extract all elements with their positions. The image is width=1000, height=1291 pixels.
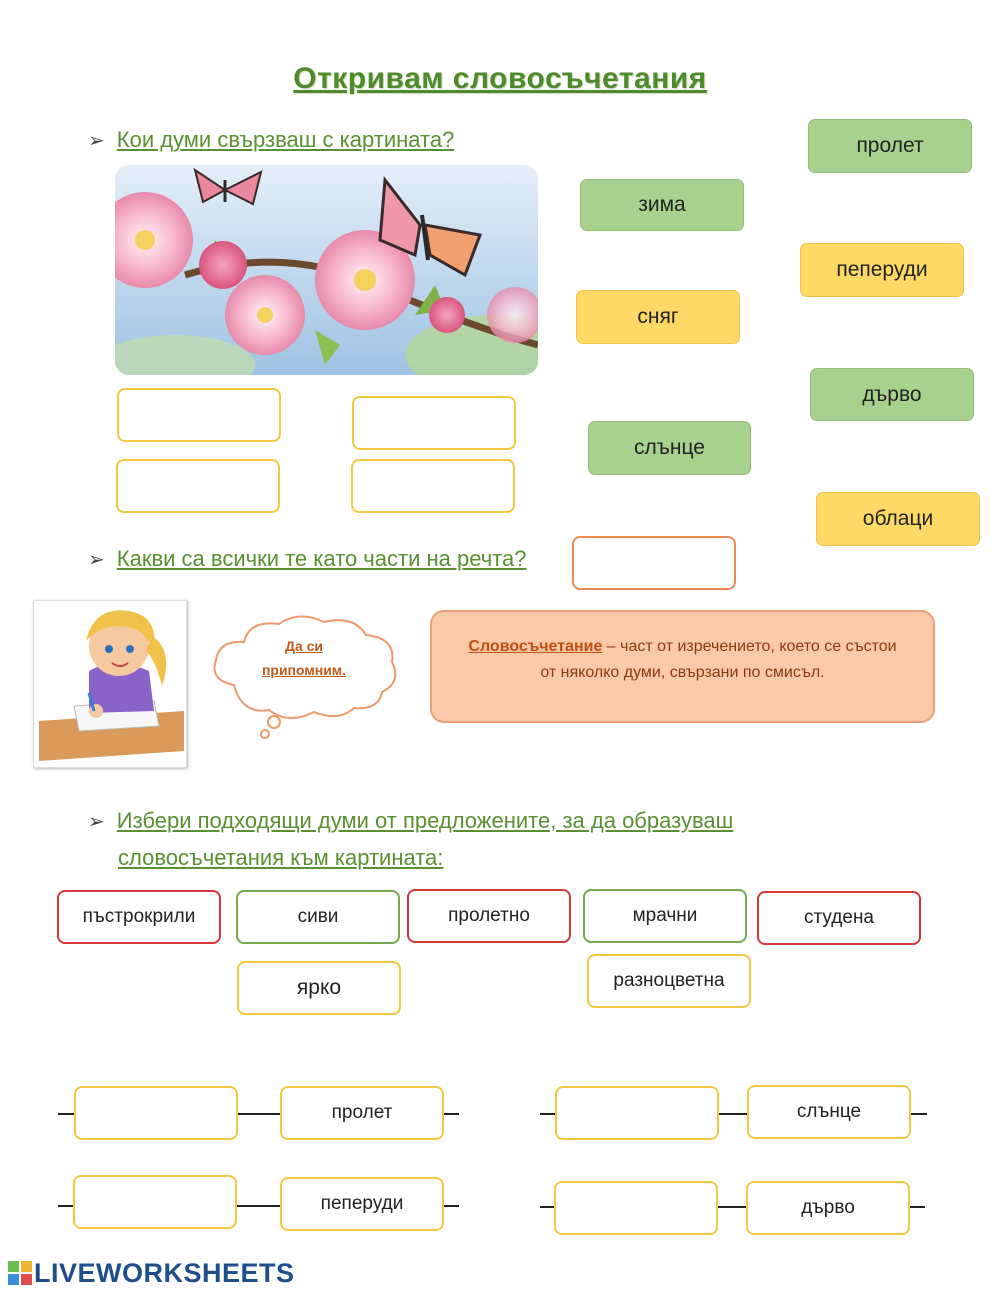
word-card-prolet[interactable]: пролет [808,119,972,173]
pair-3-adjective-slot[interactable] [73,1175,237,1229]
word-card-zima[interactable]: зима [580,179,744,231]
liveworksheets-logo-icon [8,1261,32,1285]
girl-writing-picture [33,600,187,768]
girl-writing-illustration [34,601,186,767]
question-3-text-line-2: словосъчетания към картината: [118,845,444,870]
word-card-darvo[interactable]: дърво [810,368,974,421]
option-sivi[interactable]: сиви [236,890,400,944]
definition-term: Словосъчетание [468,638,603,655]
pair-2-dash-left [540,1113,555,1115]
page-title: Откривам словосъчетания [293,62,707,95]
pair-1-adjective-slot[interactable] [74,1086,238,1140]
pair-2-noun: слънце [747,1085,911,1139]
option-raznocvetna[interactable]: разноцветна [587,954,751,1008]
part-of-speech-answer-slot[interactable] [572,536,736,590]
option-proletno[interactable]: пролетно [407,889,571,943]
pair-2-dash-right [911,1113,927,1115]
option-yarko[interactable]: ярко [237,961,401,1015]
pair-3-dash-right [444,1205,459,1207]
pair-3-dash-mid [237,1205,280,1207]
pair-1-dash-mid [238,1113,280,1115]
pair-1-dash-left [58,1113,74,1115]
picture-answer-slot-4[interactable] [351,459,515,513]
pair-3-dash-left [58,1205,73,1207]
word-card-slance[interactable]: слънце [588,421,751,475]
reminder-thought-cloud [204,610,404,745]
arrow-bullet-icon: ➢ [88,130,105,152]
pair-1-noun: пролет [280,1086,444,1140]
definition-text-line-2: от няколко думи, свързани по смисъл. [540,664,825,681]
picture-answer-slot-2[interactable] [352,396,516,450]
option-studena[interactable]: студена [757,891,921,945]
question-1 [88,127,454,153]
blossoms-butterflies-illustration [115,165,538,375]
pair-1-dash-right [444,1113,459,1115]
pair-4-dash-right [910,1206,925,1208]
pair-4-dash-left [540,1206,554,1208]
definition-note [430,610,935,723]
picture-answer-slot-3[interactable] [116,459,280,513]
liveworksheets-logo [8,1258,295,1288]
pair-4-dash-mid [718,1206,746,1208]
question-2-text: Какви са всички те като части на речта? [116,546,527,571]
question-3-text-line-1: Избери подходящи думи от предложените, за да образуваш [116,808,734,833]
picture-answer-slot-1[interactable] [117,388,281,442]
definition-text-line-1: – част от изречението, което се състои [602,638,897,655]
word-card-oblaci[interactable]: облаци [816,492,980,546]
pair-4-noun: дърво [746,1181,910,1235]
spring-blossoms-picture [115,165,538,375]
cloud-text-line-1: Да си [284,638,324,654]
pair-4-adjective-slot[interactable] [554,1181,718,1235]
question-1-text: Кои думи свързваш с картината? [116,127,455,152]
pair-3-noun: пеперуди [280,1177,444,1231]
question-2 [88,546,526,572]
arrow-bullet-icon: ➢ [88,549,105,571]
word-card-snyag[interactable]: сняг [576,290,740,344]
cloud-text [229,634,379,682]
option-pastrokrili[interactable]: пъстрокрили [57,890,221,944]
cloud-text-line-2: припомним. [261,662,347,678]
arrow-bullet-icon: ➢ [88,811,105,833]
word-card-peperudi[interactable]: пеперуди [800,243,964,297]
pair-2-dash-mid [719,1113,747,1115]
option-mrachni[interactable]: мрачни [583,889,747,943]
liveworksheets-logo-text: LIVEWORKSHEETS [34,1257,295,1288]
question-3 [88,808,733,834]
pair-2-adjective-slot[interactable] [555,1086,719,1140]
